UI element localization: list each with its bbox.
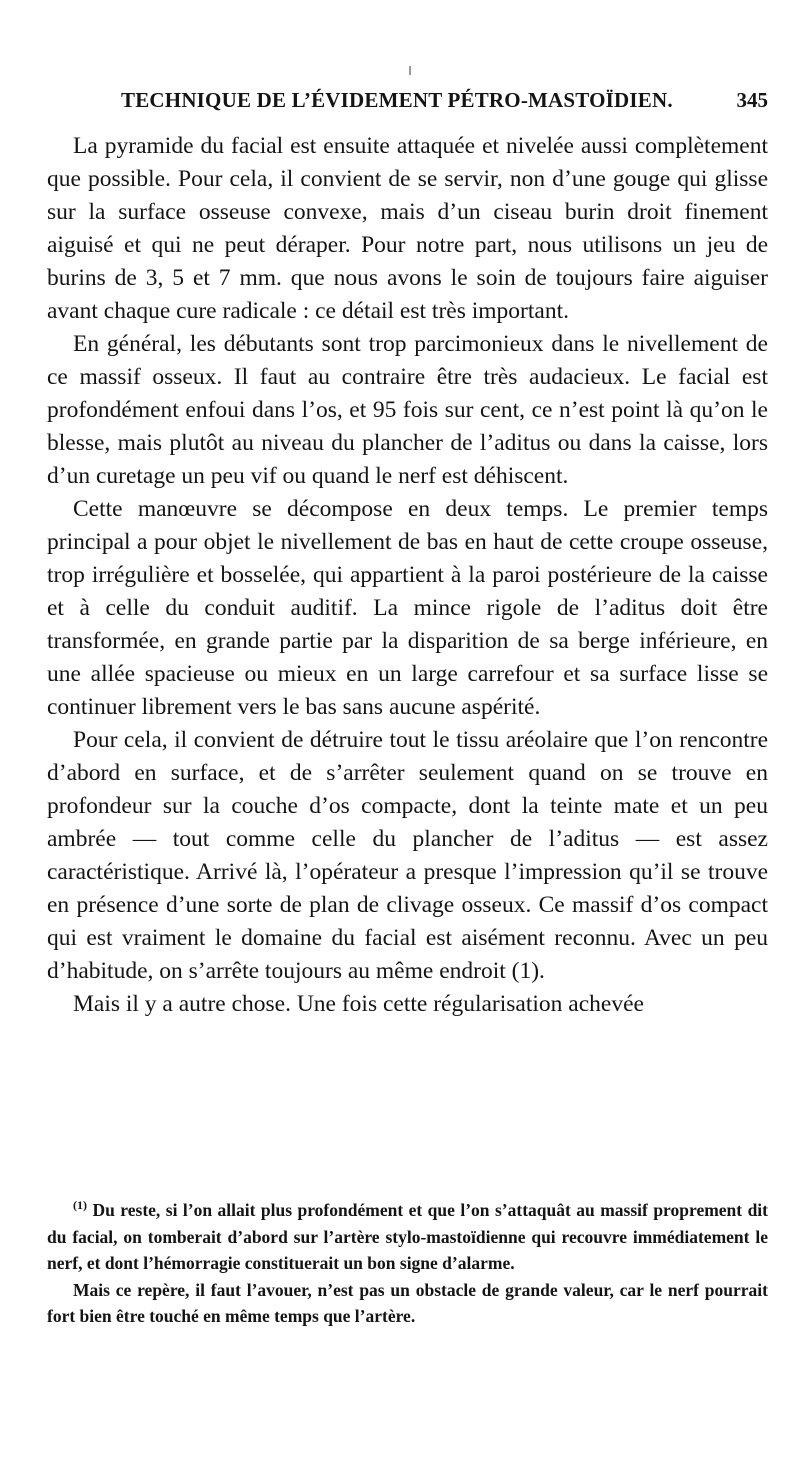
paragraph-2: En général, les débutants sont trop parcimonieux dans le nivellement de ce massif osseux. Il faut au contraire être très audacieux. Le facial est profondément enfoui dans l’os, et 95 fois sur cent, ce n’est point là qu’on le blesse, mais plutôt au niveau du plancher de l’aditus ou dans la caisse, lors d’un curetage un peu vif ou quand le nerf est déhiscent.: [47, 331, 768, 489]
page-number: 345: [736, 88, 768, 112]
paragraph-1: La pyramide du facial est ensuite attaquée et nivelée aussi complètement que possible. Pour cela, il convient de se servir, non d’une gouge qui glisse sur la surface osseuse convexe, mais d’un ciseau burin droit finement aiguisé et qui ne peut déraper. Pour notre part, nous utilisons un jeu de burins de 3, 5 et 7 mm. que nous avons le soin de toujours faire aiguiser avant chaque cure radicale : ce détail est très important.: [47, 133, 768, 324]
footnote-1-continued: Mais ce repère, il faut l’avouer, n’est pas un obstacle de grande valeur, car le nerf pourrait fort bien être touché en même temps que l’artère.: [47, 1279, 768, 1326]
main-text: [47, 130, 768, 1021]
paragraph-4-text: Pour cela, il convient de détruire tout le tissu aréolaire que l’on rencontre d’abord en surface, et de s’arrêter seulement quand on se trouve en profondeur sur la couche d’os compacte, dont la teinte mate et un peu ambrée — tout comme celle du plancher de l’aditus — est assez caractéristique. Arrivé là, l’opérateur a presque l’impression qu’il se trouve en présence d’une sorte de plan de clivage osseux. Ce massif d’os compact qui est vraiment le domaine du facial est aisément reconnu. Avec un peu d’habitude, on s’arrête toujours au même endroit: [47, 727, 768, 984]
footnote-marker: (1): [73, 1198, 87, 1213]
paragraph-5: Mais il y a autre chose. Une fois cette régularisation achevée: [73, 991, 644, 1017]
paragraph-4-end: .: [539, 958, 545, 984]
footnote-reference: (1): [511, 958, 540, 984]
paragraph-3: Cette manœuvre se décompose en deux temps. Le premier temps principal a pour objet le nivellement de bas en haut de cette croupe osseuse, trop irrégulière et bosselée, qui appartient à la paroi postérieure de la caisse et à celle du conduit auditif. La mince rigole de l’aditus doit être transformée, en grande partie par la disparition de sa berge inférieure, en une allée spacieuse ou mieux en un large carrefour et sa surface lisse se continuer librement vers le bas sans aucune aspérité.: [47, 496, 768, 720]
scan-mark: [409, 66, 411, 75]
running-title: TECHNIQUE DE L’ÉVIDEMENT PÉTRO-MASTOÏDIEN.: [121, 88, 673, 112]
footnotes: [47, 1197, 768, 1330]
paragraph-4: [47, 724, 768, 988]
footnote-1: [47, 1197, 768, 1277]
page-header: [47, 88, 768, 118]
footnote-1-text: Du reste, si l’on allait plus profondément et que l’on s’attaquât au massif proprement dit du facial, on tomberait d’abord sur l’artère stylo-mastoïdienne qui recouvre immédiatement le nerf, et dont l’hémorragie constituerait un bon signe d’alarme.: [47, 1200, 768, 1273]
